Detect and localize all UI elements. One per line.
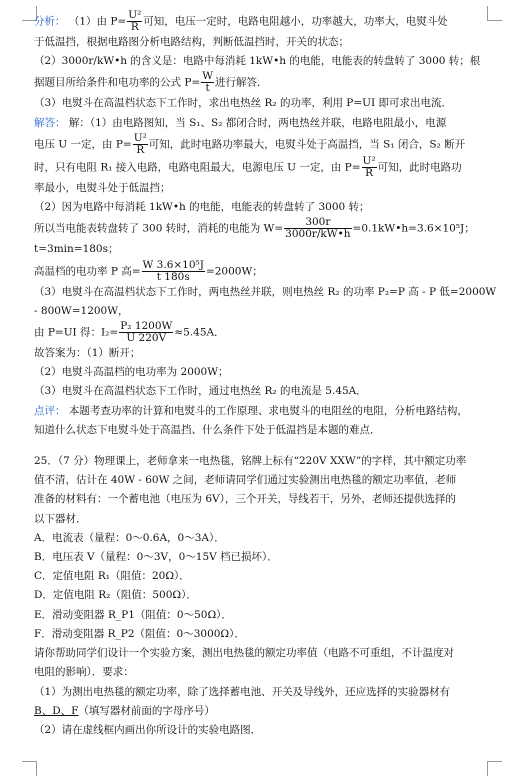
- document-body: [34, 9, 497, 740]
- numerator: P₂ 1200W: [120, 320, 173, 333]
- text: 据题目所给条件和电功率的公式 P=: [34, 76, 201, 89]
- text: 电压 U 一定，由 P=: [34, 138, 132, 151]
- crop-mark-bottom-left: [22, 761, 37, 776]
- analysis-tag: 分析：: [34, 15, 66, 28]
- comment-line-2: 知道什么状态下电熨斗处于高温挡、什么条件下处于低温挡是本题的难点．: [34, 423, 381, 436]
- analysis-line-3: （2）3000r/kW•h 的含义是：电路中每消耗 1kW•h 的电能，电能表的转盘转了 3000 转；根: [34, 55, 481, 68]
- text: 所以当电能表转盘转了 300 转时，消耗的电能为 W=: [34, 222, 284, 235]
- text: 可知，此时电路功: [377, 161, 462, 174]
- q25-sub-2: （2）请在虚线框内画出你所设计的实验电路图．: [34, 723, 262, 736]
- numerator: U²: [128, 9, 142, 21]
- fraction: [362, 156, 377, 179]
- q25-line-2: 值不清，估计在 40W - 60W 之间，老师请同学们通过实验测出电热毯的额定功率值，老师: [34, 474, 457, 487]
- numerator: U²: [133, 131, 147, 144]
- text: 高温档的电功率 P 高=: [34, 265, 141, 278]
- denominator: U 220V: [126, 332, 167, 345]
- analysis-line-5: （3）电熨斗在高温档状态下工作时，求出电热丝 R₂ 的功率，利用 P=UI 即可求出电流．: [34, 97, 453, 110]
- fraction: [133, 133, 148, 156]
- comment-line-1: [34, 402, 494, 421]
- denominator: R: [130, 21, 139, 34]
- spacer: [34, 440, 494, 452]
- fraction: [142, 260, 205, 283]
- solution-line-2: [34, 133, 494, 156]
- denominator: R: [365, 166, 373, 179]
- q25-request-1: 请你帮助同学们设计一个实验方案，测出电热毯的额定功率值（电路不可重组，不计温度对: [34, 647, 454, 660]
- option-f: F．滑动变阻器 R_P2（阻值：0～3000Ω）．: [34, 627, 245, 640]
- solution-line-11: [34, 321, 494, 344]
- numerator: 300r: [284, 217, 351, 229]
- text: 可知，此时电路功率最大，电熨斗处于高温挡，当 S₁ 闭合，S₂ 断开: [148, 138, 466, 151]
- text: （1）由 P=: [68, 15, 127, 28]
- text: 进行解答．: [215, 76, 268, 89]
- text: 由 P=UI 得：I₂=: [34, 326, 119, 339]
- text: 本题考查功率的计算和电熨斗的工作原理、求电熨斗的电阻丝的电阻，分析电路结构，: [68, 404, 468, 417]
- answer-line-0: 故答案为：（1）断开；: [34, 347, 141, 360]
- answer-line-1: （2）电熨斗高温档的电功率为 2000W；: [34, 366, 229, 379]
- crop-mark-bottom-right: [487, 761, 502, 776]
- solution-line-10: - 800W=1200W，: [34, 304, 129, 317]
- fraction: [119, 321, 173, 344]
- fraction: [284, 217, 351, 240]
- solution-line-9: （3）电熨斗在高温档状态下工作时，两电热丝并联，则电热丝 R₂ 的功率 P₂=P 高 - P 低=2000W: [34, 285, 497, 298]
- solution-line-1: [34, 114, 494, 133]
- solution-line-8: [34, 260, 494, 283]
- solution-line-4: 率最小，电熨斗处于低温挡；: [34, 181, 171, 194]
- option-c: C．定值电阻 R₁（阻值：20Ω）．: [34, 570, 190, 583]
- filled-answer: B、D、F: [34, 704, 79, 717]
- analysis-line-2: 于低温挡，根据电路图分析电路结构，判断低温挡时，开关的状态；: [34, 36, 349, 49]
- numerator: W 3.6×10⁵J: [142, 258, 204, 271]
- q25-line-1: 25．（7 分）物理课上，老师拿来一电热毯，铭牌上标有“220V XXW”的字样，其中额定功率: [34, 455, 467, 468]
- comment-tag: 点评：: [34, 404, 66, 417]
- q25-line-4: 以下器材．: [34, 512, 87, 525]
- q25-sub-1-answer-line: [34, 702, 494, 721]
- option-a: A．电流表（量程：0～0.6A，0～3A）．: [34, 531, 225, 544]
- denominator: 3000r/kW•h: [285, 228, 351, 241]
- analysis-line-1: [34, 10, 494, 33]
- q25-request-2: 电阻的影响）．要求：: [34, 666, 134, 679]
- fraction: [127, 10, 142, 33]
- text: 可知，电压一定时，电路电阻越小，功率越大，功率大，电熨斗处: [143, 15, 448, 28]
- option-d: D．定值电阻 R₂（阻值：500Ω）．: [34, 589, 197, 602]
- numerator: W: [202, 70, 213, 83]
- text: =0.1kW•h=3.6×10⁵J；: [352, 222, 475, 235]
- text: ≈5.45A．: [174, 326, 225, 339]
- denominator: t: [205, 82, 210, 95]
- text: 解：（1）由电路图知，当 S₁、S₂ 都闭合时，两电热丝并联，电路电阻最小，电源: [68, 116, 447, 129]
- solution-line-7: t=3min=180s；: [34, 243, 119, 256]
- option-e: E．滑动变阻器 R_P1（阻值：0～50Ω）．: [34, 608, 232, 621]
- denominator: t 180s: [156, 270, 190, 283]
- denominator: R: [136, 143, 145, 156]
- solution-line-5: （2）因为电路中每消耗 1kW•h 的电能，电能表的转盘转了 3000 转；: [34, 201, 370, 214]
- solution-line-6: [34, 217, 494, 240]
- option-b: B．电压表 V（量程：0～3V，0～15V 档已损坏）．: [34, 551, 278, 564]
- solution-line-3: [34, 156, 494, 179]
- solution-tag: 解答：: [34, 116, 66, 129]
- analysis-line-4: [34, 71, 494, 94]
- fraction: [201, 71, 214, 94]
- text: =2000W；: [205, 265, 263, 278]
- q25-line-3: 准备的材料有：一个蓄电池（电压为 6V），三个开关，导线若干，另外，老师还提供选择的: [34, 493, 456, 506]
- q25-sub-1: （1）为测出电热毯的额定功率，除了选择蓄电池、开关及导线外，还应选择的实验器材有: [34, 685, 451, 698]
- text: 时，只有电阻 R₁ 接入电路，电路电阻最大，电源电压 U 一定，由 P=: [34, 161, 361, 174]
- text: （填写器材前面的字母序号）: [78, 704, 215, 717]
- answer-line-2: （3）电熨斗在高温档状态下工作时，通过电热丝 R₂ 的电流是 5.45A．: [34, 385, 367, 398]
- numerator: U²: [362, 154, 376, 167]
